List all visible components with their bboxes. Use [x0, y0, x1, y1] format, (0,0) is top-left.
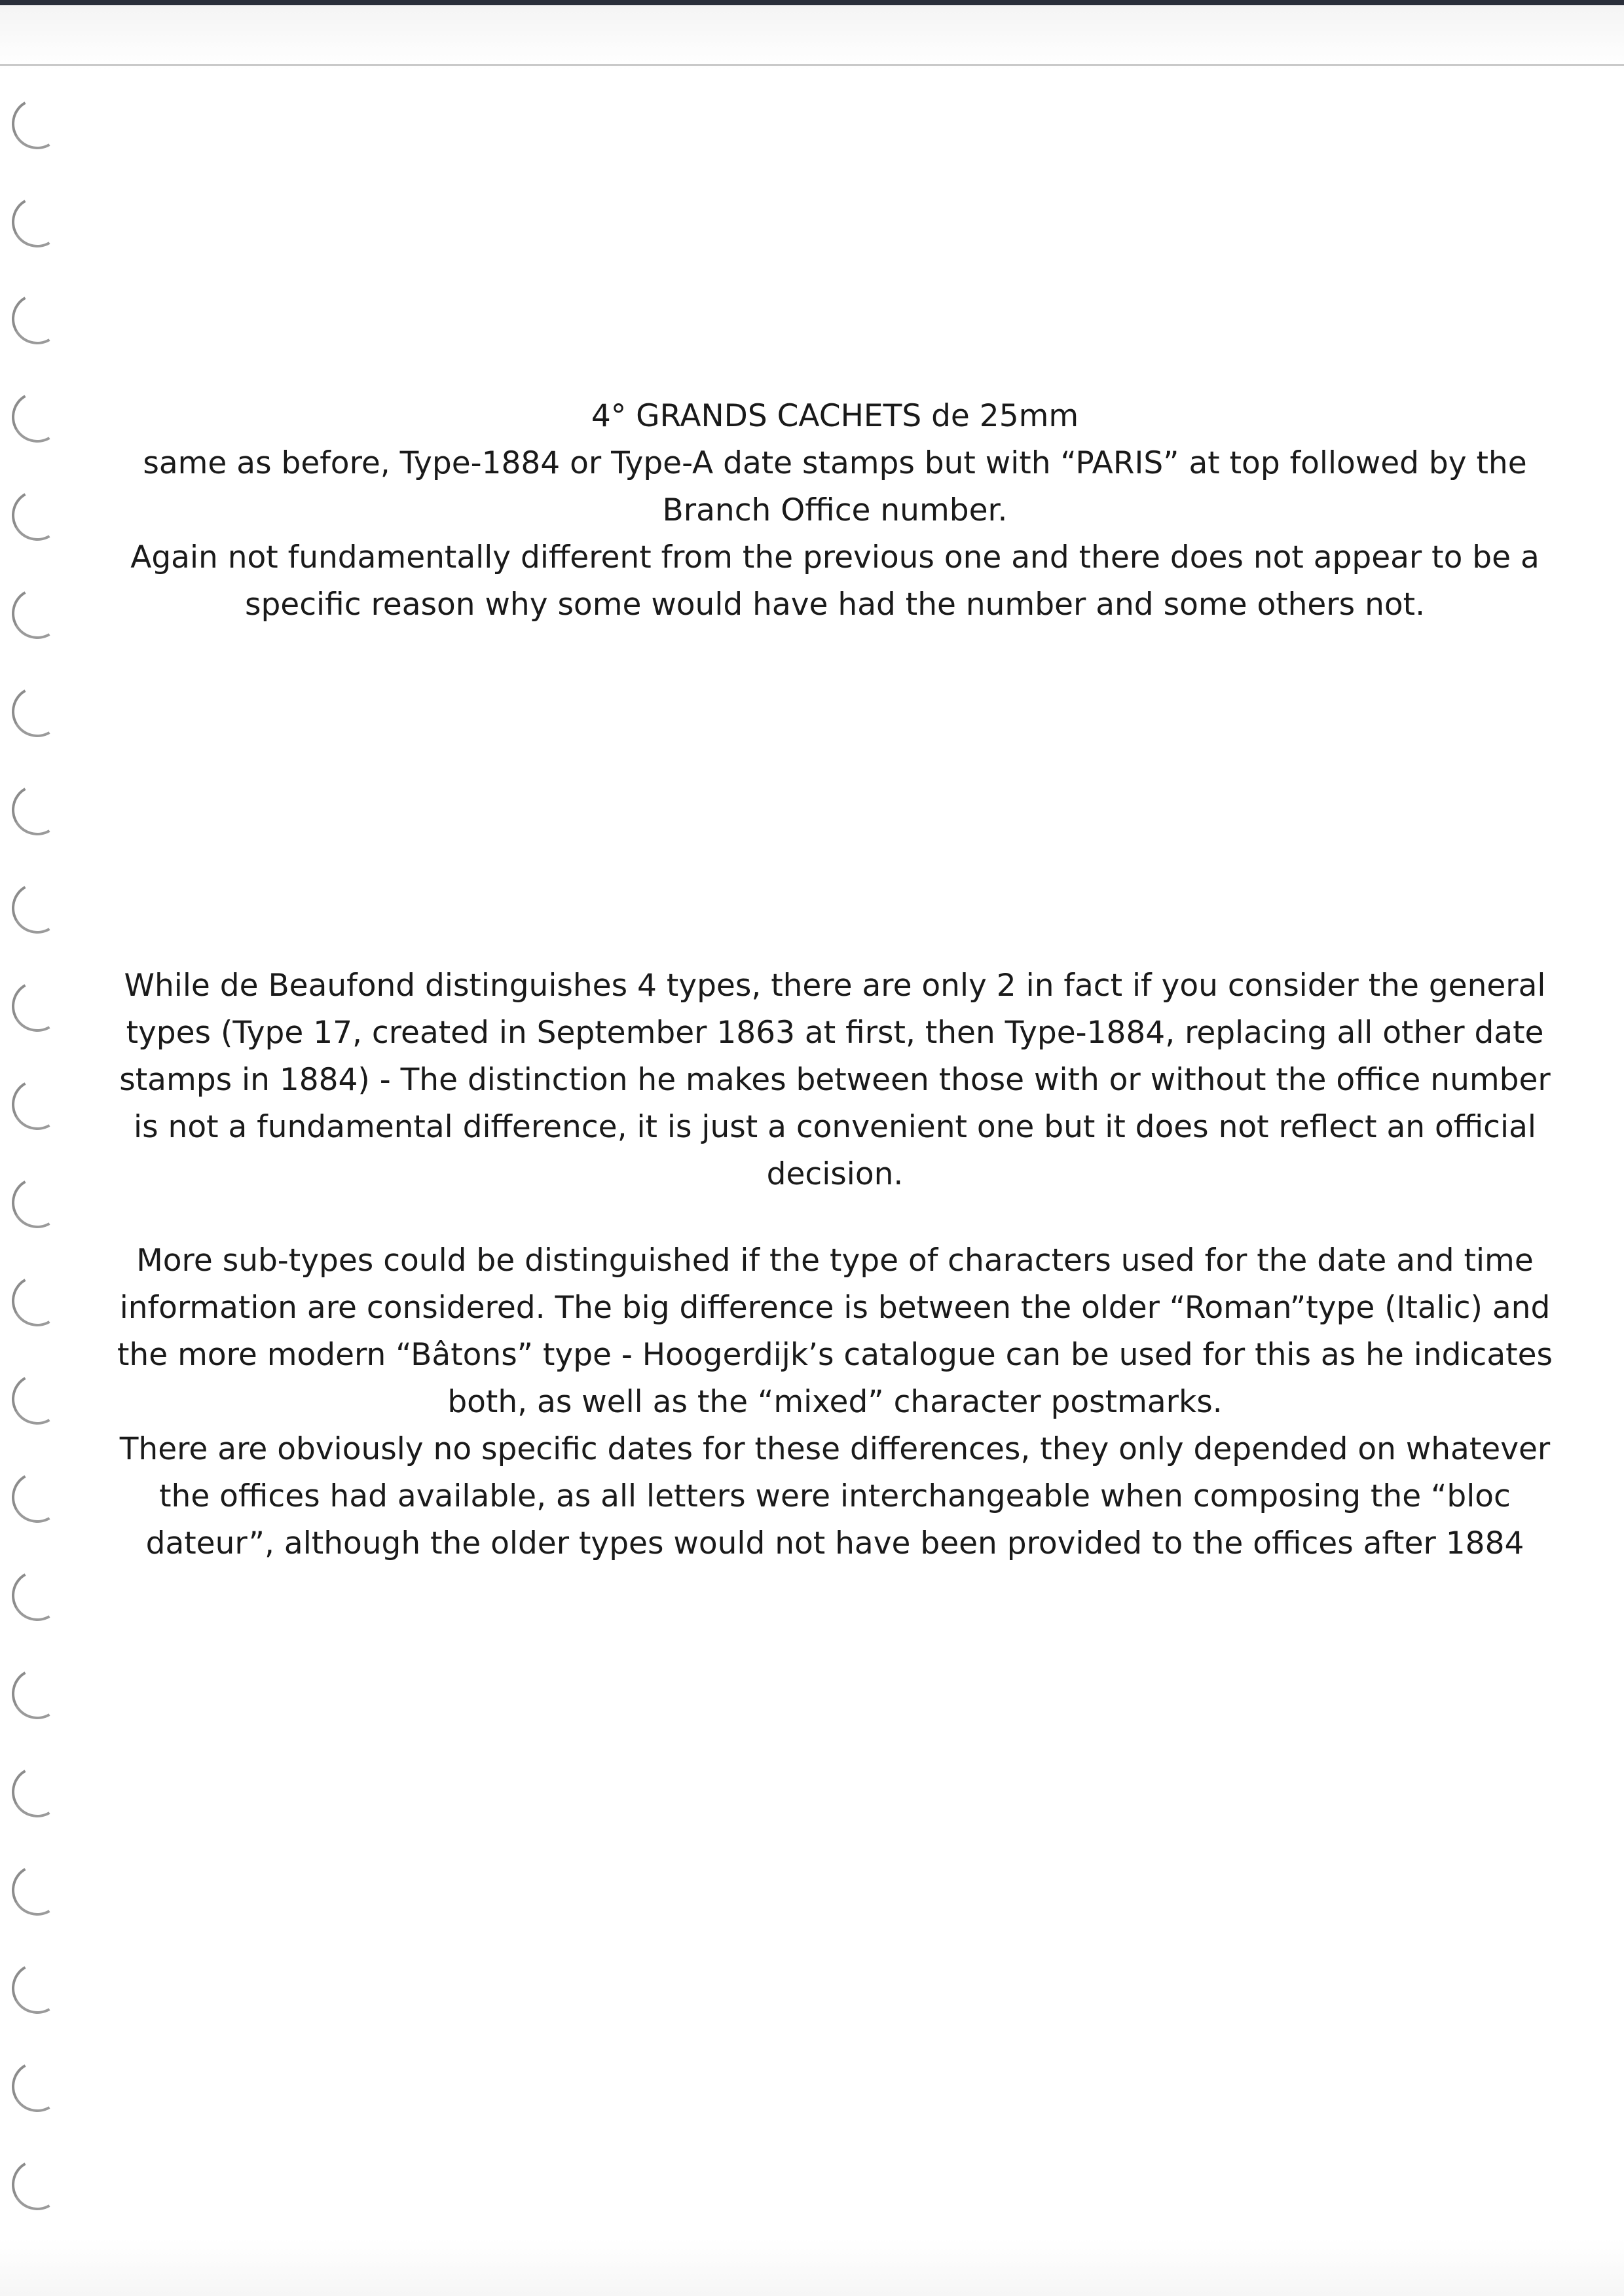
punch-hole: [6, 287, 69, 350]
punch-hole: [6, 1859, 69, 1922]
types-paragraph: While de Beaufond distinguishes 4 types, there are only 2 in fact if you consider the general types (Type 17, created in September 1863 at first, then Type-1884, replacing all other date stamps in 1884) - The distinction he makes between those with or without the office number is not a fundamental difference, it is just a convenient one but it does not reflect an official decision.: [119, 968, 1551, 1192]
punch-hole: [6, 877, 69, 939]
punch-hole: [6, 191, 69, 253]
page-top-rule: [0, 64, 1624, 66]
punch-hole: [6, 1171, 69, 1234]
intro-paragraph: same as before, Type-1884 or Type-A date stamps but with “PARIS” at top followed by the Branch Office number.: [143, 445, 1527, 528]
punch-hole: [6, 92, 69, 155]
punch-hole: [6, 975, 69, 1038]
punch-hole: [6, 1662, 69, 1725]
punch-hole: [6, 778, 69, 841]
punch-hole: [6, 1269, 69, 1332]
scan-top-shadow: [0, 5, 1624, 71]
punch-hole: [6, 1564, 69, 1627]
punch-hole: [6, 1368, 69, 1430]
punch-hole: [6, 2153, 69, 2216]
scan-top-edge: [0, 0, 1624, 5]
section-heading: 4° GRANDS CACHETS de 25mm: [591, 398, 1079, 434]
punch-hole: [6, 2055, 69, 2118]
section-subtypes: [111, 1237, 1559, 1567]
section-types: [111, 962, 1559, 1198]
punch-hole: [6, 1760, 69, 1823]
punch-hole: [6, 1957, 69, 2020]
subtypes-paragraph: There are obviously no specific dates for these differences, they only depended on whatever the offices had available, as all letters were interchangeable when composing the “bloc dateur”, although the older types would not have been provided to the offices after 1884: [119, 1431, 1551, 1561]
punch-hole: [6, 680, 69, 743]
punch-hole: [6, 582, 69, 645]
intro-paragraph: Again not fundamentally different from the previous one and there does not appear to be a specific reason why some would have had the number and some others not.: [130, 539, 1540, 623]
punch-hole: [6, 1073, 69, 1136]
punch-hole: [6, 386, 69, 448]
scan-bottom-shadow: [0, 2239, 1624, 2296]
punch-hole: [6, 484, 69, 547]
subtypes-paragraph: More sub-types could be distinguished if the type of characters used for the date and time information are considered. The big difference is between the older “Roman”type (Italic) and the more modern “Bâtons” type - Hoogerdijk’s catalogue can be used for this as he indicates both, as well as the “mixed” character postmarks.: [117, 1243, 1553, 1420]
punch-hole: [6, 1466, 69, 1529]
section-intro: [111, 393, 1559, 629]
